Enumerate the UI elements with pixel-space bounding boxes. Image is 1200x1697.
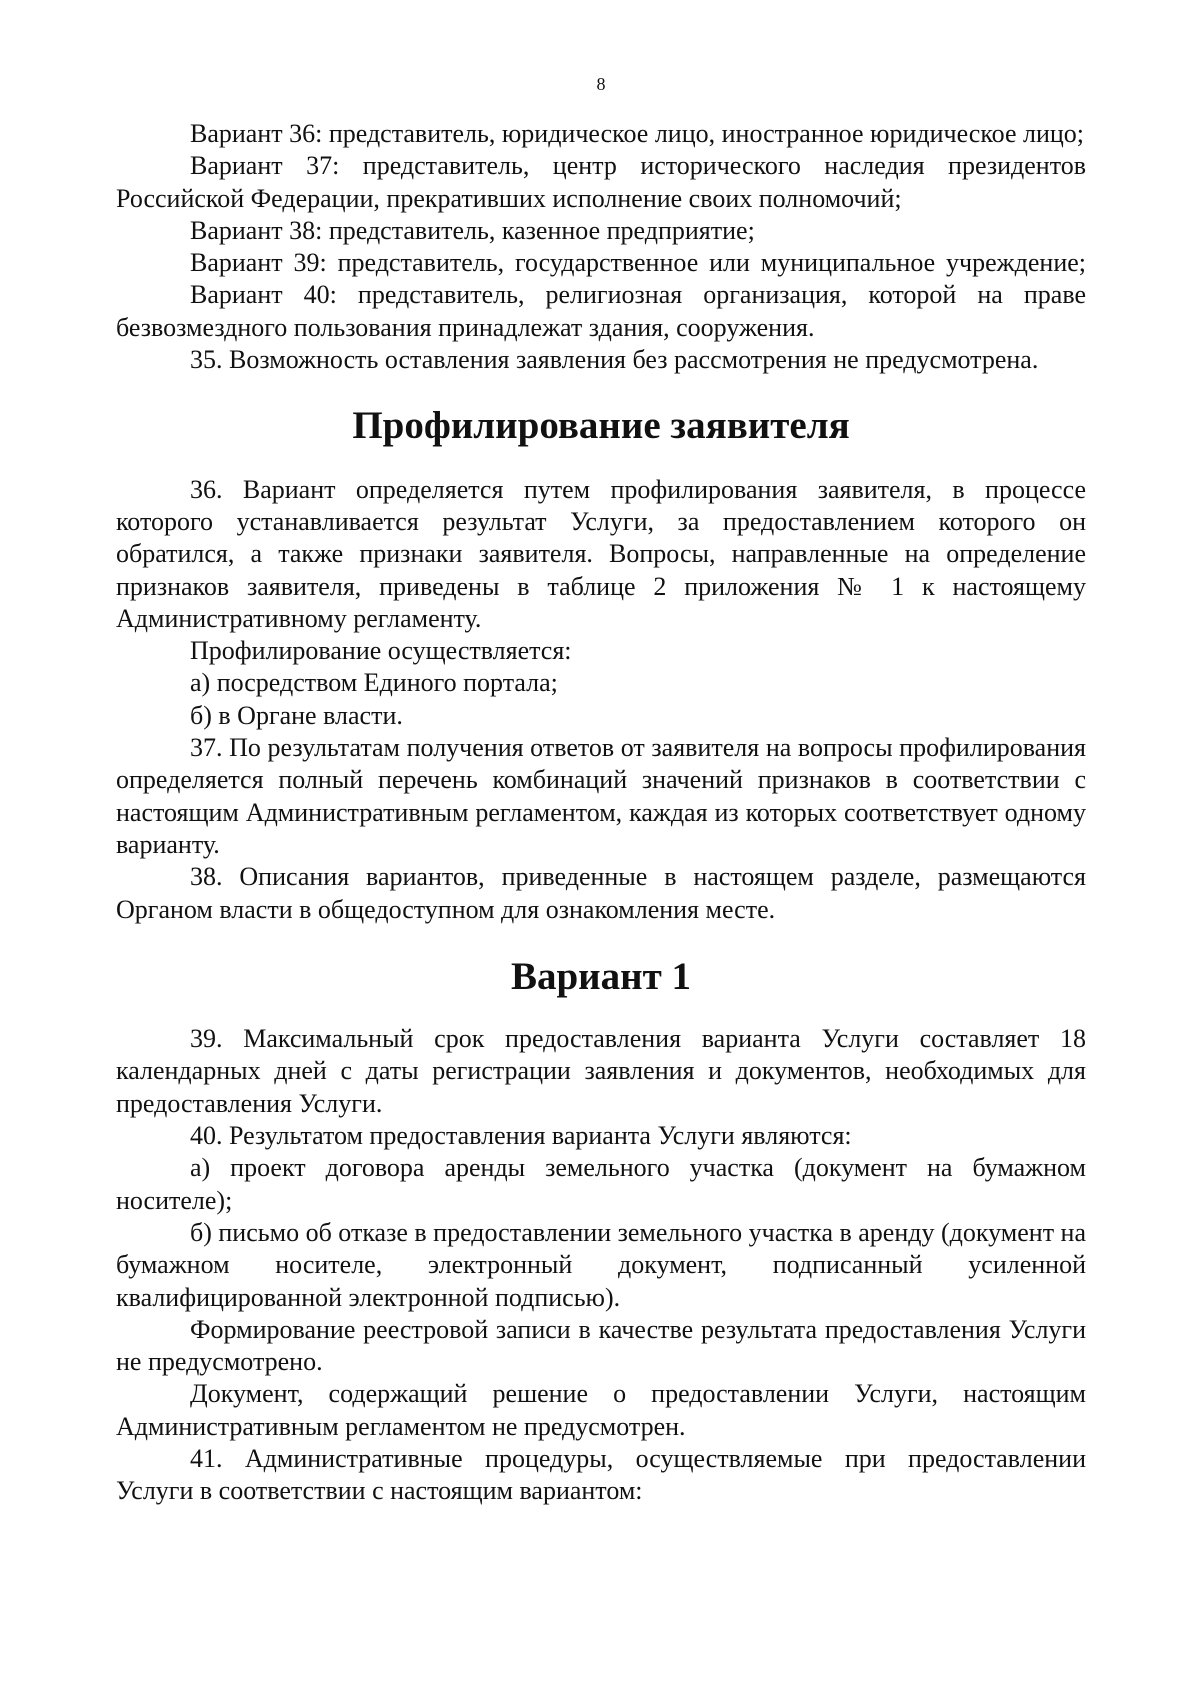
document-page <box>116 0 1086 1508</box>
paragraph-variant-40: Вариант 40: представитель, религиозная организация, которой на праве безвозмездного пользования принадлежат здания, сооружения. <box>116 280 1086 342</box>
paragraph-profiling-intro: Профилирование осуществляется: <box>190 636 572 666</box>
paragraph-39: 39. Максимальный срок предоставления варианта Услуги составляет 18 календарных дней с даты регистрации заявления и документов, необходимых для предоставления Услуги. <box>116 1024 1086 1118</box>
list-item-b-refusal-letter: б) письмо об отказе в предоставлении земельного участка в аренду (документ на бумажном носителе, электронный документ, подписанный усиленной квалифицированной электронной подписью). <box>116 1217 1087 1312</box>
section-variants-list <box>116 118 1086 376</box>
paragraph-37: 37. По результатам получения ответов от заявителя на вопросы профилирования определяется полный перечень комбинаций значений признаков в соответствии с настоящим Административным регламентом, каждая из которых соответствует одному варианту. <box>116 733 1086 859</box>
paragraph-variant-36: Вариант 36: представитель, юридическое лицо, иностранное юридическое лицо; <box>190 119 1085 148</box>
paragraph-variant-37: Вариант 37: представитель, центр исторического наследия президентов Российской Федерации, прекративших исполнение своих полномочий; <box>116 151 1086 213</box>
section-variant-1 <box>116 1023 1086 1507</box>
section-profiling <box>116 474 1086 926</box>
paragraph-40: 40. Результатом предоставления варианта Услуги являются: <box>190 1121 852 1151</box>
list-item-b-authority: б) в Органе власти. <box>190 700 403 730</box>
list-item-a-portal: а) посредством Единого портала; <box>190 668 558 698</box>
paragraph-registry-record: Формирование реестровой записи в качестве результата предоставления Услуги не предусмотрено. <box>116 1314 1086 1377</box>
paragraph-decision-document: Документ, содержащий решение о предоставлении Услуги, настоящим Административным регламентом не предусмотрен. <box>116 1379 1086 1441</box>
list-item-a-lease-draft: а) проект договора аренды земельного участка (документ на бумажном носителе); <box>116 1153 1086 1215</box>
paragraph-41: 41. Административные процедуры, осуществляемые при предоставлении Услуги в соответствии с настоящим вариантом: <box>116 1443 1086 1506</box>
paragraph-36: 36. Вариант определяется путем профилирования заявителя, в процессе которого устанавливается результат Услуги, за предоставлением которого он обратился, а также признаки заявителя. Вопросы, направленные на определение признаков заявителя, приведены в таблице 2 приложения № 1 к настоящему Административному регламенту. <box>116 474 1086 633</box>
section-heading-variant-1: Вариант 1 <box>510 954 692 998</box>
paragraph-variant-38: Вариант 38: представитель, казенное предприятие; <box>190 215 755 245</box>
section-heading-profiling: Профилирование заявителя <box>352 404 850 448</box>
paragraph-variant-39: Вариант 39: представитель, государственное или муниципальное учреждение; <box>190 248 1086 278</box>
paragraph-38: 38. Описания вариантов, приведенные в настоящем разделе, размещаются Органом власти в общедоступном для ознакомления месте. <box>116 862 1086 924</box>
page-number: 8 <box>596 74 606 94</box>
paragraph-35: 35. Возможность оставления заявления без рассмотрения не предусмотрена. <box>190 345 1039 375</box>
